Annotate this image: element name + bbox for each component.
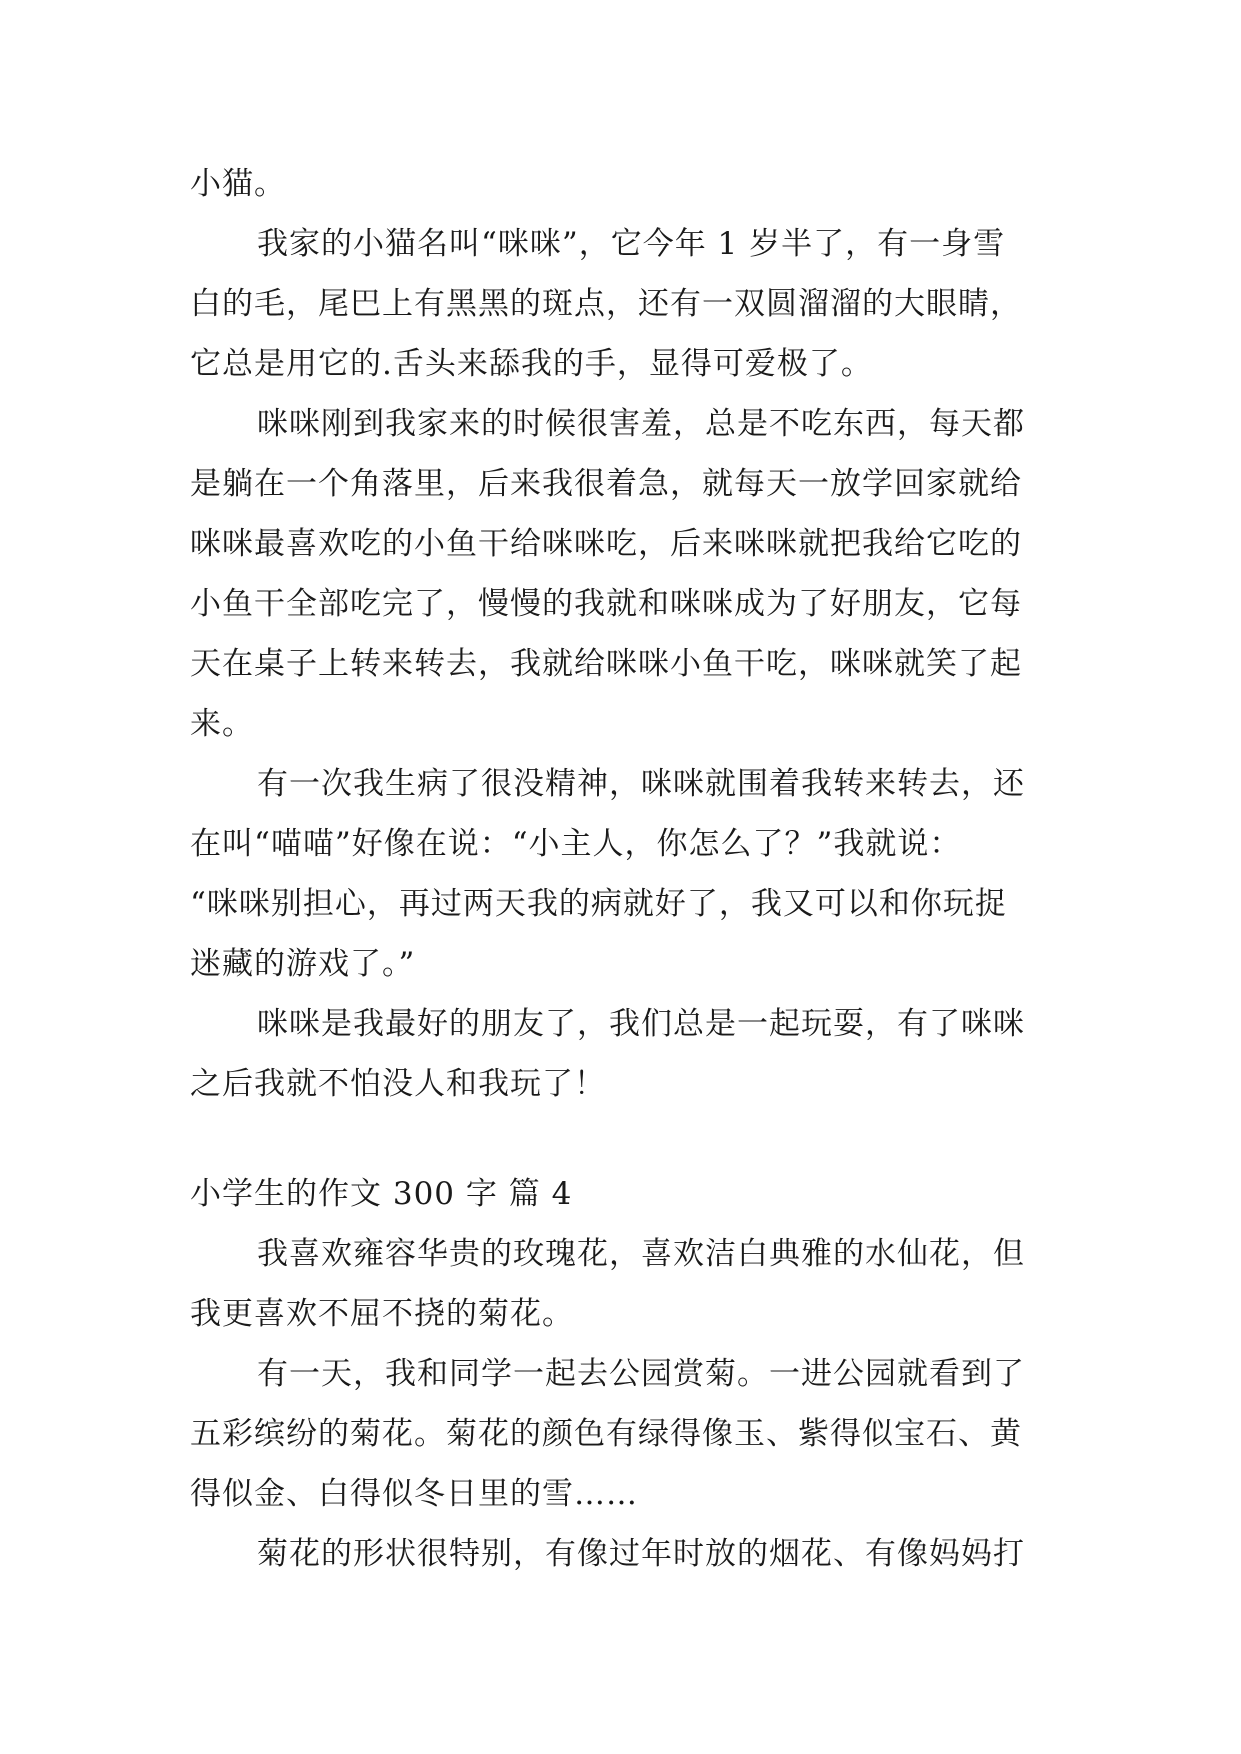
paragraph-line: 有一次我生病了很没精神，咪咪就围着我转来转去，还 bbox=[257, 766, 1025, 802]
text-line: 迷藏的游戏了。” bbox=[190, 946, 416, 982]
section-heading: 小学生的作文 300 字 篇 4 bbox=[190, 1176, 573, 1212]
text-line: 白的毛，尾巴上有黑黑的斑点，还有一双圆溜溜的大眼睛， bbox=[190, 286, 1022, 322]
text-line: 五彩缤纷的菊花。菊花的颜色有绿得像玉、紫得似宝石、黄 bbox=[190, 1416, 1022, 1452]
text-line: 我更喜欢不屈不挠的菊花。 bbox=[190, 1296, 574, 1332]
text-line: 得似金、白得似冬日里的雪…… bbox=[190, 1476, 638, 1512]
text-line: 小猫。 bbox=[190, 166, 286, 202]
text-line: 在叫“喵喵”好像在说：“小主人，你怎么了？”我就说： bbox=[190, 826, 962, 862]
paragraph-line: 菊花的形状很特别，有像过年时放的烟花、有像妈妈打 bbox=[257, 1536, 1025, 1572]
paragraph-line: 咪咪刚到我家来的时候很害羞，总是不吃东西，每天都 bbox=[257, 406, 1025, 442]
text-line: 来。 bbox=[190, 706, 254, 742]
text-line: 是躺在一个角落里，后来我很着急，就每天一放学回家就给 bbox=[190, 466, 1022, 502]
text-line: 咪咪最喜欢吃的小鱼干给咪咪吃，后来咪咪就把我给它吃的 bbox=[190, 526, 1022, 562]
paragraph-line: 有一天，我和同学一起去公园赏菊。一进公园就看到了 bbox=[257, 1356, 1025, 1392]
text-line: 它总是用它的.舌头来舔我的手，显得可爱极了。 bbox=[190, 346, 873, 382]
paragraph-line: 咪咪是我最好的朋友了，我们总是一起玩耍，有了咪咪 bbox=[257, 1006, 1025, 1042]
text-line: “咪咪别担心，再过两天我的病就好了，我又可以和你玩捉 bbox=[190, 886, 1007, 922]
text-line: 小鱼干全部吃完了，慢慢的我就和咪咪成为了好朋友，它每 bbox=[190, 586, 1022, 622]
paragraph-line: 我家的小猫名叫“咪咪”，它今年 1 岁半了，有一身雪 bbox=[257, 226, 1006, 262]
text-line: 天在桌子上转来转去，我就给咪咪小鱼干吃，咪咪就笑了起 bbox=[190, 646, 1022, 682]
text-line: 之后我就不怕没人和我玩了！ bbox=[190, 1066, 606, 1102]
paragraph-line: 我喜欢雍容华贵的玫瑰花，喜欢洁白典雅的水仙花，但 bbox=[257, 1236, 1025, 1272]
